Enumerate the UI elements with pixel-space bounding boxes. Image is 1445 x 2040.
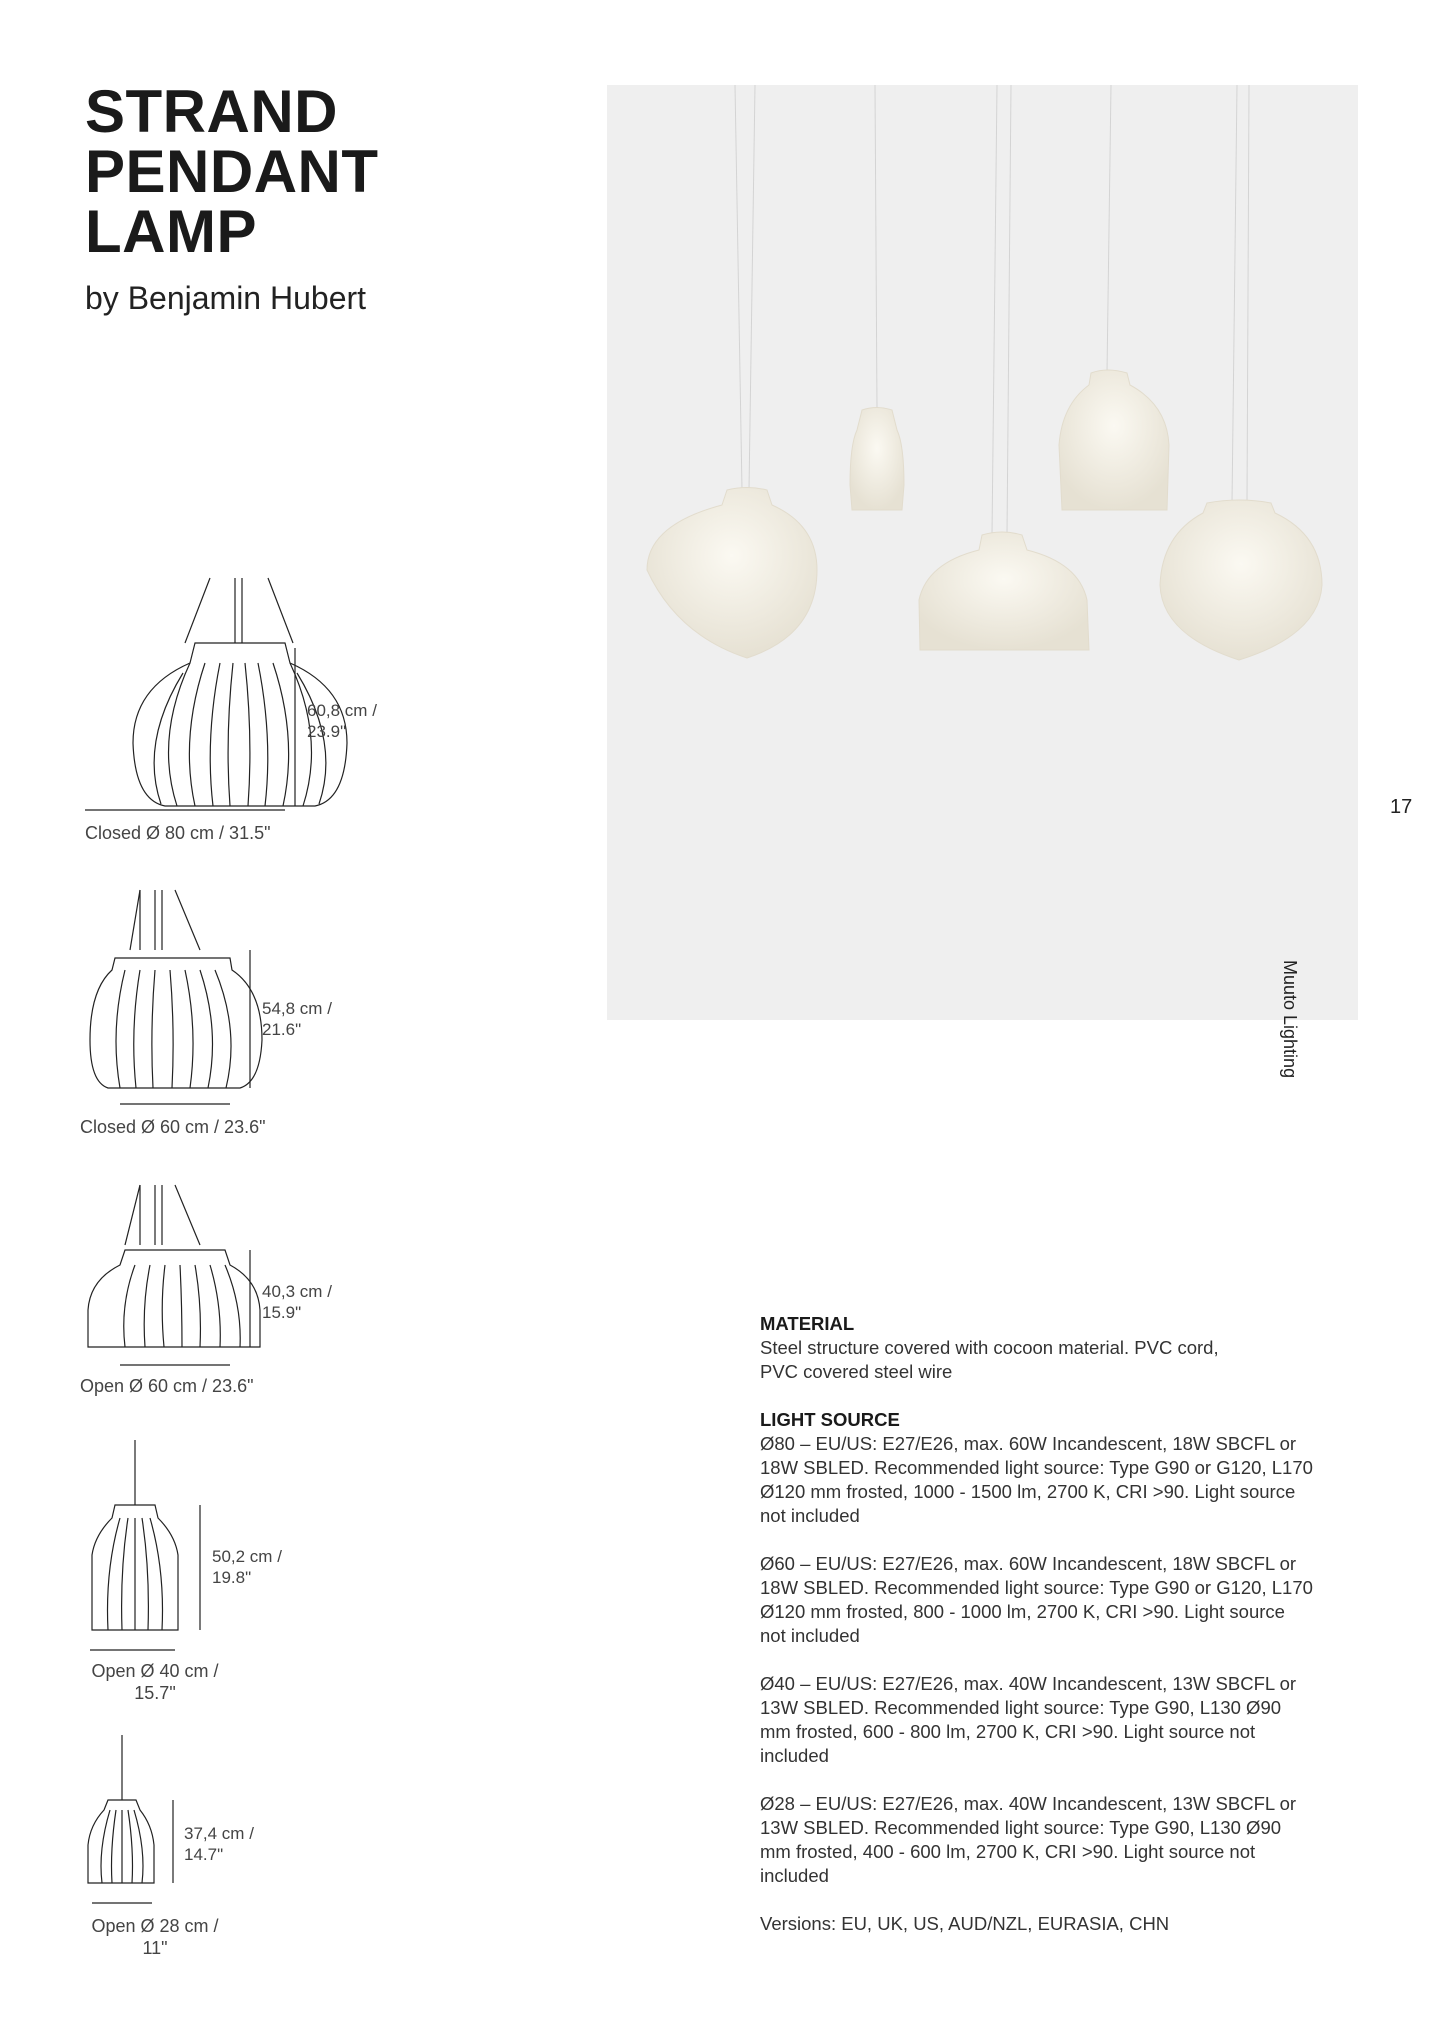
title-line: LAMP [85, 198, 257, 265]
drawing-caption [80, 1915, 230, 1959]
light-source-line: Ø40 – EU/US: E27/E26, max. 40W Incandescent, 13W SBCFL or [760, 1673, 1297, 1694]
light-source-block [760, 1672, 1360, 1768]
pendant-lamps-photo [607, 85, 1358, 1020]
light-source-line: Ø120 mm frosted, 1000 - 1500 lm, 2700 K, CRI >90. Light source [760, 1481, 1296, 1502]
dim-height-line1: 54,8 cm / [262, 999, 332, 1018]
caption-line1: Open Ø 28 cm / [91, 1916, 219, 1936]
drawing-caption [80, 1375, 253, 1397]
caption-line1: Closed Ø 80 cm / 31.5" [85, 823, 271, 843]
drawing-closed-60 [80, 890, 400, 1150]
brand-side-label: Muuto Lighting [1280, 960, 1300, 1079]
dim-height-line2: 19.8" [212, 1568, 252, 1587]
caption-line1: Open Ø 40 cm / [91, 1661, 219, 1681]
page-number: 17 [1390, 796, 1413, 818]
product-title [85, 78, 379, 265]
material-text-line: Steel structure covered with cocoon material. PVC cord, [760, 1337, 1219, 1358]
light-source-block [760, 1552, 1360, 1648]
specifications [760, 1312, 1360, 1936]
drawing-caption [80, 1116, 265, 1138]
material-text-line: PVC covered steel wire [760, 1361, 953, 1382]
light-source-line: Ø120 mm frosted, 800 - 1000 lm, 2700 K, CRI >90. Light source [760, 1601, 1285, 1622]
light-source-section [760, 1408, 1360, 1528]
drawing-open-40 [80, 1440, 400, 1703]
drawing-open-28 [80, 1735, 400, 1975]
light-source-line: mm frosted, 600 - 800 lm, 2700 K, CRI >90. Light source not [760, 1721, 1256, 1742]
light-source-line: 18W SBLED. Recommended light source: Type G90 or G120, L170 [760, 1457, 1313, 1478]
dim-height-line1: 37,4 cm / [184, 1824, 254, 1843]
light-source-line: included [760, 1865, 829, 1886]
product-photo [607, 85, 1358, 1020]
lamp-outline-closed-60 [80, 890, 400, 1120]
dim-height-line2: 21.6" [262, 1020, 302, 1039]
caption-line2: 15.7" [134, 1683, 176, 1703]
title-line: PENDANT [85, 138, 379, 205]
drawing-open-60 [80, 1185, 400, 1405]
light-source-line: included [760, 1745, 829, 1766]
lamp-outline-closed-80 [85, 578, 405, 818]
light-source-line: 13W SBLED. Recommended light source: Type G90, L130 Ø90 [760, 1697, 1282, 1718]
light-source-block [760, 1792, 1360, 1888]
dim-height-line1: 50,2 cm / [212, 1547, 282, 1566]
material-section [760, 1312, 1360, 1384]
dim-height-line2: 23.9" [307, 722, 347, 741]
dim-height-line2: 15.9" [262, 1303, 302, 1322]
light-source-line: 18W SBLED. Recommended light source: Type G90 or G120, L170 [760, 1577, 1313, 1598]
dim-height-line2: 14.7" [184, 1845, 224, 1864]
lamp-outline-open-60 [80, 1185, 400, 1385]
light-source-line: not included [760, 1505, 860, 1526]
caption-line1: Open Ø 60 cm / 23.6" [80, 1376, 254, 1396]
light-source-line: mm frosted, 400 - 600 lm, 2700 K, CRI >90. Light source not [760, 1841, 1256, 1862]
light-source-line: Ø60 – EU/US: E27/E26, max. 60W Incandescent, 18W SBCFL or [760, 1553, 1297, 1574]
versions-text: Versions: EU, UK, US, AUD/NZL, EURASIA, CHN [760, 1913, 1170, 1934]
dim-height-line1: 60,8 cm / [307, 701, 377, 720]
caption-line1: Closed Ø 60 cm / 23.6" [80, 1117, 266, 1137]
dim-height-line1: 40,3 cm / [262, 1282, 332, 1301]
designer-credit: by Benjamin Hubert [85, 280, 367, 316]
light-source-line: not included [760, 1625, 860, 1646]
drawing-caption [85, 822, 270, 844]
material-heading: MATERIAL [760, 1313, 855, 1334]
light-source-line: 13W SBLED. Recommended light source: Type G90, L130 Ø90 [760, 1817, 1282, 1838]
drawing-closed-80 [85, 578, 405, 848]
light-source-line: Ø80 – EU/US: E27/E26, max. 60W Incandescent, 18W SBCFL or [760, 1433, 1297, 1454]
drawing-caption [80, 1660, 230, 1704]
light-source-heading: LIGHT SOURCE [760, 1409, 900, 1430]
caption-line2: 11" [142, 1938, 168, 1958]
title-line: STRAND [85, 78, 338, 145]
light-source-line: Ø28 – EU/US: E27/E26, max. 40W Incandescent, 13W SBCFL or [760, 1793, 1297, 1814]
